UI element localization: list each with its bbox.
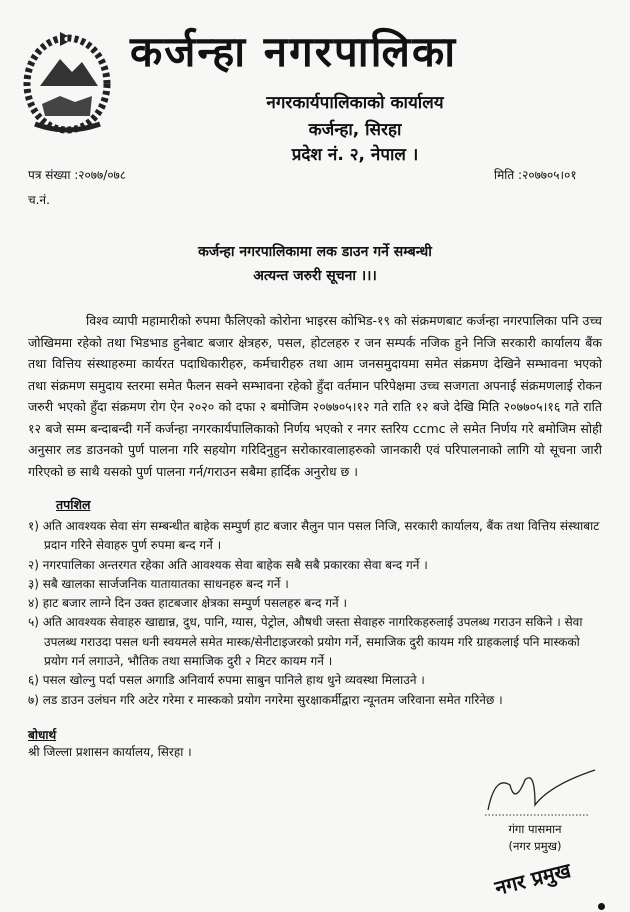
office-name: नगरकार्यपालिकाको कार्यालय	[266, 93, 444, 113]
cc-recipient: श्री जिल्ला प्रशासन कार्यालय, सिरहा ।	[28, 744, 192, 759]
letter-date: मिति :२०७७०५।०१	[494, 168, 577, 182]
office-address: कर्जन्हा, सिरहा	[308, 120, 402, 140]
signatory	[480, 821, 590, 855]
list-item: ७) लड डाउन उलंघन गरि अटेर गरेमा र मास्कको प्रयोग नगरेमा सुरक्षाकर्मीद्वारा न्यूनतम जरिवाना समेत गरिनेछ ।	[28, 692, 503, 707]
signatory-designation: (नगर प्रमुख)	[508, 838, 562, 853]
subject-line-1: कर्जन्हा नगरपालिकामा लक डाउन गर्ने सम्बन्धी	[198, 244, 432, 260]
list-item: ३) सबै खालका सार्जजनिक यातायातका साधनहरु बन्द गर्ने ।	[28, 576, 289, 591]
dispatch-number: च.नं.	[28, 193, 50, 207]
details-heading: तपशिल	[56, 497, 91, 512]
ink-dot	[598, 903, 605, 910]
subject-line-2: अत्यन्त जरुरी सूचना ।।।	[253, 268, 377, 284]
list-item: ६) पसल खोल्नु पर्दा पसल अगाडि अनिवार्य रुपमा साबुन पानिले हाथ धुने व्यवस्था मिलाउने ।	[28, 673, 425, 688]
mayor-stamp: नगर प्रमुख	[492, 857, 574, 900]
list-item: ४) हाट बजार लाग्ने दिन उक्त हाटबजार क्षेत्रका सम्पुर्ण पसलहरु बन्द गर्ने ।	[28, 596, 348, 611]
municipality-title: कर्जन्हा नगरपालिका	[130, 27, 458, 76]
cc-heading: बोधार्थ	[28, 727, 57, 742]
notice-content	[28, 240, 602, 912]
list-item: २) नगरपालिका अन्तरगत रहेका अति आवश्यक सेवा बाहेक सबै सबै प्रकारका सेवा बन्द गर्ने ।	[28, 557, 428, 572]
notice-body: विश्व व्यापी महामारीको रुपमा फैलिएको कोरोना भाइरस कोभिड-१९ को संक्रमणबाट कर्जन्हा नगरपालिका पनि उच्च जोखिममा रहेको तथा भिडभाड हुनेबाट बजार क्षेत्रहरु, पसल, होटलहरु र जन सम्पर्क नजिक हुने निजि सरकारी कार्यालय बैंक तथा वित्तिय संस्थाहरुमा कार्यरत पदाधिकारीहरु, कर्मचारीहरु तथा आम जनसमुदायमा समेत संक्रमण देखिने सम्भावना भएको तथा संक्रमण समुदाय स्तरमा समेत फैलन सक्ने सम्भावना रहेको हुँदा वर्तमान परिपेक्षमा उच्च सजगता अपनाई संक्रमणलाई रोकन जरुरी भएको हुँदा संक्रमण रोग ऐन २०२० को दफा २ बमोजिम २०७७०५।१२ गते राति १२ बजे देखि मिति २०७७०५।१६ गते राति १२ बजे सम्म बन्दाबन्दी गर्ने कर्जन्हा नगरकार्यपालिकाको निर्णय भएको र नगर स्तरिय ccmc ले समेत निर्णय गरे बमोजिम सोही अनुसार लड डाउनको पुर्ण पालना गरि सहयोग गरिदिनुहुन सरोकारवालाहरुको जानकारी एवं परिपालनाको लागि यो सूचना जारी गरिएको छ साथै यसको पुर्ण पालना गर्न/गराउन सबैमा हार्दिक अनुरोध छ ।	[28, 313, 602, 479]
list-item: ५) अति आवश्यक सेवाहरु खाद्यान्न, दुध, पानि, ग्यास, पेट्रोल, औषधी जस्ता सेवाहरु नागरिकहरुलाई उपलब्ध गराउन सकिने । सेवा उपलब्ध गराउदा पसल धनी स्वयमले समेत मास्क/सेनीटाइजरको प्रयोग गर्ने, समाजिक दुरी कायम गरि ग्राहकलाई पनि मास्कको प्रयोग गर्न लगाउने, भौतिक तथा समाजिक दुरी २ मिटर कायम गर्ने ।	[28, 615, 583, 669]
details-list	[28, 517, 602, 710]
signature-block	[480, 765, 602, 900]
notice-subject	[28, 240, 602, 288]
letter-number: पत्र संख्या :२०७७/०७८	[28, 168, 127, 182]
province: प्रदेश नं. २, नेपाल ।	[291, 145, 419, 165]
signatory-name: गंगा पासमान	[508, 821, 562, 836]
list-item: १) अति आवश्यक सेवा संग सम्बन्धीत बाहेक सम्पुर्ण हाट बजार सैलुन पान पसल निजि, सरकारी कार्यालय, बैंक तथा वित्तिय संस्थाबाट प्रदान गरिने सेवाहरु पुर्ण रुपमा बन्द गर्ने ।	[28, 519, 600, 553]
handwritten-signature	[480, 765, 600, 821]
